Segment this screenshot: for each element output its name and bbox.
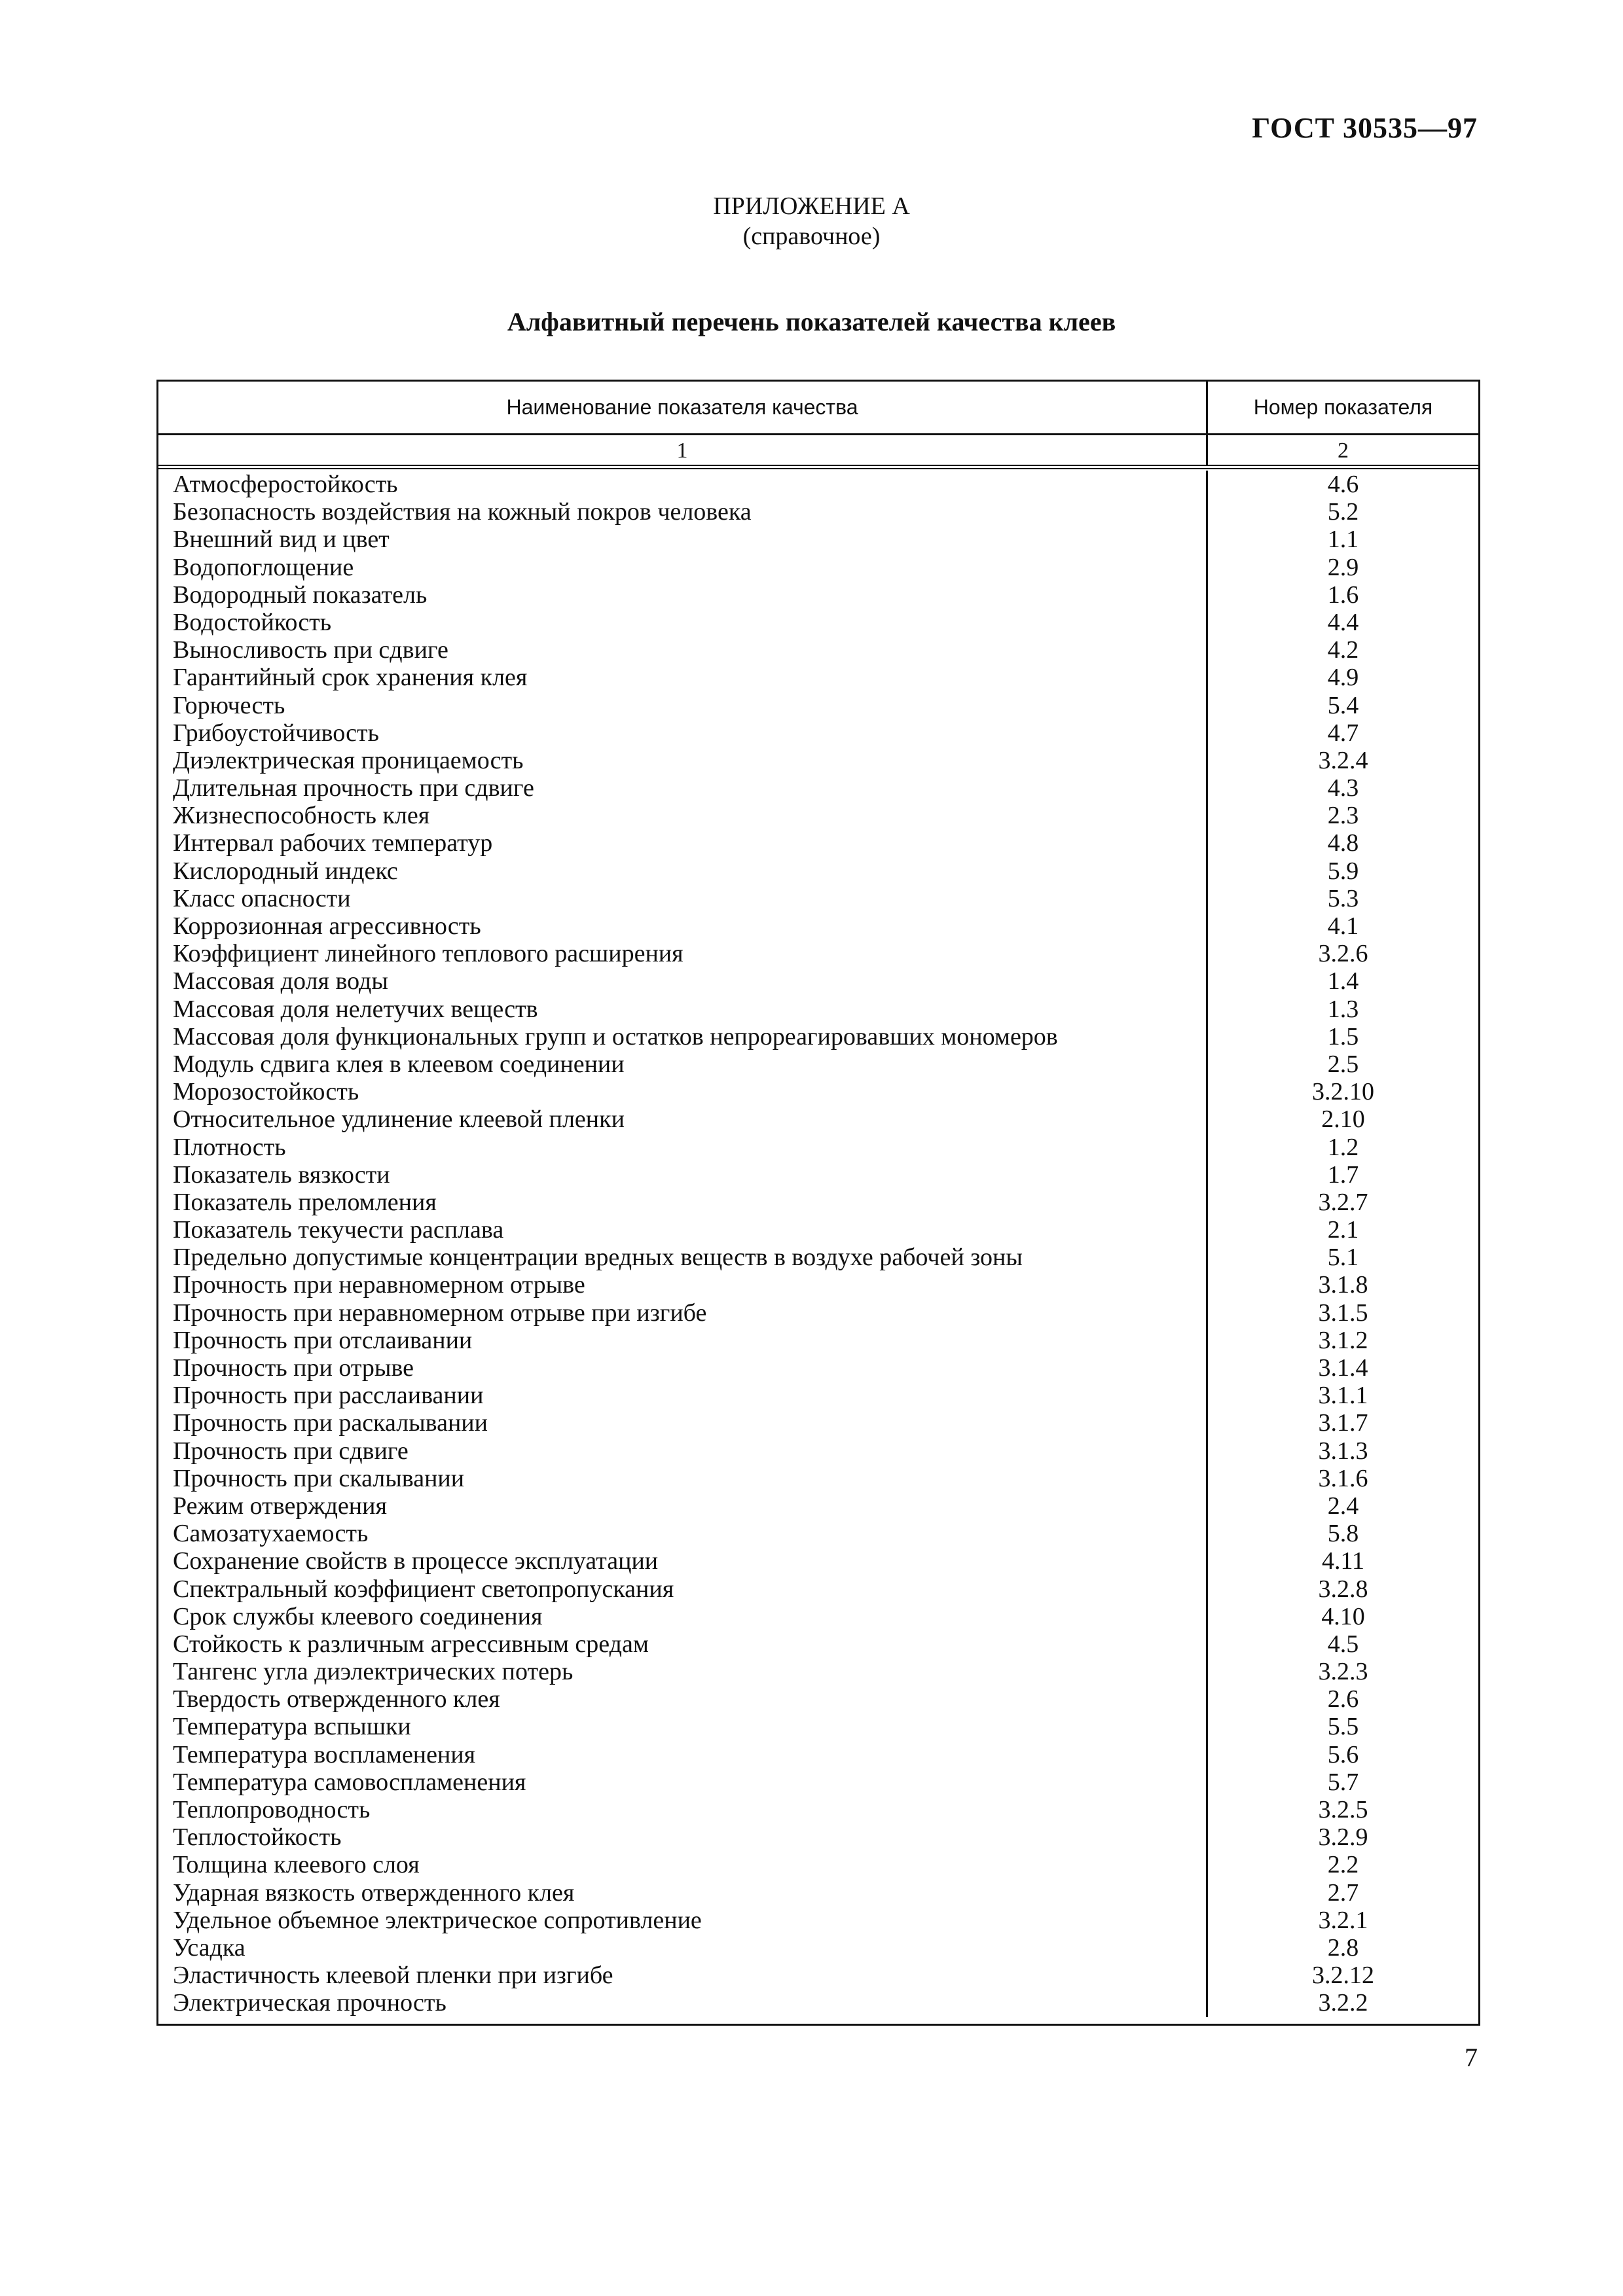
indicator-number: 3.1.4 [1318,1354,1368,1382]
indicator-name: Показатель вязкости [158,1161,1208,1189]
table-row [158,1603,1478,1630]
indicator-name: Предельно допустимые концентрации вредных веществ в воздухе рабочей зоны [158,1244,1208,1271]
indicator-name: Толщина клеевого слоя [158,1851,1208,1878]
indicator-name: Грибоустойчивость [158,719,1208,747]
table-row [158,1465,1478,1492]
indicator-number: 4.3 [1327,774,1359,802]
indicator-number: 3.2.8 [1318,1575,1368,1603]
table-row [158,1354,1478,1382]
indicator-number: 3.2.10 [1312,1078,1374,1106]
indicator-name: Безопасность воздействия на кожный покров человека [158,498,1208,526]
indicator-name: Прочность при отрыве [158,1354,1208,1382]
indicator-name: Твердость отвержденного клея [158,1685,1208,1713]
table-row [158,1050,1478,1078]
table-row [158,774,1478,802]
table-row [158,802,1478,829]
indicator-name: Стойкость к различным агрессивным средам [158,1630,1208,1658]
table-row [158,1382,1478,1409]
indicator-number: 5.2 [1327,498,1359,526]
table-row [158,1271,1478,1299]
indicator-name: Интервал рабочих температур [158,829,1208,857]
table-row [158,664,1478,691]
table-row [158,885,1478,912]
indicator-number: 4.6 [1327,471,1359,498]
indicator-name: Спектральный коэффициент светопропускания [158,1575,1208,1603]
indicator-name: Температура воспламенения [158,1741,1208,1768]
indicator-name: Горючесть [158,692,1208,719]
indicator-number: 2.6 [1327,1685,1359,1713]
indicator-name: Массовая доля воды [158,967,1208,995]
table-row [158,1796,1478,1823]
appendix-heading [0,191,1623,251]
indicator-number: 3.2.5 [1318,1796,1368,1823]
indicator-name: Массовая доля нелетучих веществ [158,996,1208,1023]
indicator-name: Усадка [158,1934,1208,1962]
indicator-number: 3.2.3 [1318,1658,1368,1686]
indicator-number: 3.1.5 [1318,1299,1368,1327]
indicator-name: Прочность при раскалывании [158,1409,1208,1437]
table-row [158,1520,1478,1547]
table-row [158,1189,1478,1216]
indicator-name: Гарантийный срок хранения клея [158,664,1208,691]
table-row [158,1851,1478,1878]
indicator-name: Прочность при расслаивании [158,1382,1208,1409]
indicator-number: 2.10 [1321,1105,1365,1134]
indicator-number: 1.7 [1327,1160,1359,1189]
column-number-2: 2 [1338,439,1349,463]
indicator-name: Электрическая прочность [158,1989,1208,2017]
column-number-row [158,435,1478,469]
table-row [158,829,1478,857]
table-row [158,1244,1478,1271]
indicator-number: 3.2.9 [1318,1823,1368,1852]
indicator-number: 2.3 [1327,802,1359,830]
indicator-number: 5.4 [1327,691,1359,719]
table-row [158,1768,1478,1796]
table-row [158,1575,1478,1603]
indicator-number: 3.1.2 [1318,1326,1368,1354]
indicator-name: Коэффициент линейного теплового расширения [158,940,1208,967]
table-row [158,1741,1478,1768]
indicator-name: Показатель текучести расплава [158,1216,1208,1244]
indicator-name: Прочность при сдвиге [158,1437,1208,1465]
table-row [158,1492,1478,1520]
indicator-number: 4.5 [1327,1630,1359,1658]
indicator-number: 3.2.1 [1318,1906,1368,1934]
indicator-name: Водостойкость [158,609,1208,636]
table-header-row [158,382,1478,435]
indicator-number: 5.9 [1327,857,1359,885]
table-row [158,1105,1478,1133]
indicator-name: Выносливость при сдвиге [158,636,1208,664]
indicator-number: 5.5 [1327,1713,1359,1741]
table-row [158,692,1478,719]
indicator-number: 3.1.6 [1318,1464,1368,1492]
indicator-number: 4.11 [1321,1547,1365,1575]
indicator-number: 5.6 [1327,1740,1359,1768]
indicator-number: 4.2 [1327,636,1359,664]
table-row [158,912,1478,940]
indicator-number: 3.2.6 [1318,940,1368,968]
indicator-number: 4.8 [1327,829,1359,857]
indicator-number: 3.1.1 [1318,1382,1368,1410]
indicator-number: 2.2 [1327,1851,1359,1879]
table-row [158,1685,1478,1713]
indicator-name: Теплопроводность [158,1796,1208,1823]
indicator-name: Внешний вид и цвет [158,526,1208,553]
indicator-name: Прочность при скалывании [158,1465,1208,1492]
indicator-number: 4.7 [1327,719,1359,747]
indicator-number: 2.8 [1327,1933,1359,1962]
indicator-name: Класс опасности [158,885,1208,912]
indicator-name: Относительное удлинение клеевой пленки [158,1105,1208,1133]
page-number: 7 [1465,2043,1478,2072]
indicator-name: Сохранение свойств в процессе эксплуатации [158,1547,1208,1575]
indicator-name: Ударная вязкость отвержденного клея [158,1879,1208,1907]
indicator-number: 3.2.12 [1312,1962,1374,1990]
table-row [158,1934,1478,1962]
table-row [158,609,1478,636]
table-row [158,498,1478,526]
indicator-number: 3.2.2 [1318,1989,1368,2017]
indicator-name: Температура вспышки [158,1713,1208,1740]
table-row [158,1989,1478,2017]
indicator-name: Теплостойкость [158,1823,1208,1851]
indicator-number: 5.3 [1327,884,1359,912]
table-row [158,1078,1478,1105]
table-row [158,967,1478,995]
indicator-name: Срок службы клеевого соединения [158,1603,1208,1630]
indicator-number: 1.6 [1327,581,1359,609]
table-row [158,554,1478,581]
indicator-number: 1.4 [1327,967,1359,996]
indicator-number: 1.3 [1327,995,1359,1023]
indicator-name: Диэлектрическая проницаемость [158,747,1208,774]
indicator-number: 2.4 [1327,1492,1359,1520]
indicator-name: Температура самовоспламенения [158,1768,1208,1796]
quality-index-table [156,380,1480,2026]
table-row [158,526,1478,553]
indicator-number: 4.9 [1327,664,1359,692]
table-row [158,1023,1478,1050]
column-header-number: Номер показателя [1253,395,1433,419]
table-row [158,1437,1478,1465]
indicator-name: Прочность при неравномерном отрыве при изгибе [158,1299,1208,1327]
indicator-number: 3.1.7 [1318,1409,1368,1437]
table-body [158,469,1478,2024]
indicator-name: Водородный показатель [158,581,1208,609]
table-row [158,1823,1478,1851]
table-row [158,1134,1478,1161]
appendix-subtitle: (справочное) [742,223,881,250]
indicator-number: 2.9 [1327,553,1359,581]
indicator-number: 4.4 [1327,608,1359,636]
indicator-name: Прочность при неравномерном отрыве [158,1271,1208,1299]
table-row [158,1547,1478,1575]
indicator-number: 1.1 [1327,526,1359,554]
indicator-name: Эластичность клеевой пленки при изгибе [158,1962,1208,1989]
indicator-number: 5.8 [1327,1520,1359,1548]
indicator-number: 3.2.7 [1318,1188,1368,1216]
indicator-name: Удельное объемное электрическое сопротивление [158,1907,1208,1934]
table-row [158,581,1478,609]
indicator-name: Коррозионная агрессивность [158,912,1208,940]
indicator-name: Самозатухаемость [158,1520,1208,1547]
table-row [158,471,1478,498]
indicator-name: Режим отверждения [158,1492,1208,1520]
indicator-name: Плотность [158,1134,1208,1161]
indicator-name: Прочность при отслаивании [158,1327,1208,1354]
indicator-name: Тангенс угла диэлектрических потерь [158,1658,1208,1685]
indicator-name: Массовая доля функциональных групп и остатков непрореагировавших мономеров [158,1023,1208,1050]
indicator-name: Модуль сдвига клея в клеевом соединении [158,1050,1208,1078]
table-row [158,1962,1478,1989]
indicator-number: 2.5 [1327,1050,1359,1078]
indicator-name: Атмосферостойкость [158,471,1208,498]
table-row [158,940,1478,967]
table-row [158,1630,1478,1658]
table-row [158,636,1478,664]
table-row [158,747,1478,774]
table-row [158,719,1478,747]
table-row [158,1907,1478,1934]
table-row [158,1161,1478,1189]
table-row [158,1299,1478,1327]
indicator-name: Жизнеспособность клея [158,802,1208,829]
indicator-number: 4.10 [1321,1602,1365,1630]
appendix-title: ПРИЛОЖЕНИЕ А [713,192,910,220]
indicator-name: Длительная прочность при сдвиге [158,774,1208,802]
indicator-number: 2.1 [1327,1216,1359,1244]
table-row [158,1658,1478,1685]
indicator-name: Кислородный индекс [158,857,1208,885]
indicator-number: 5.7 [1327,1768,1359,1796]
column-header-name: Наименование показателя качества [158,382,1208,433]
indicator-number: 5.1 [1327,1244,1359,1272]
table-row [158,857,1478,885]
indicator-number: 3.1.8 [1318,1271,1368,1299]
indicator-number: 3.2.4 [1318,746,1368,774]
indicator-number: 2.7 [1327,1878,1359,1907]
indicator-number: 1.2 [1327,1133,1359,1161]
table-row [158,1879,1478,1907]
table-row [158,1713,1478,1740]
indicator-number: 3.1.3 [1318,1437,1368,1465]
indicator-number: 1.5 [1327,1022,1359,1050]
indicator-name: Показатель преломления [158,1189,1208,1216]
indicator-name: Водопоглощение [158,554,1208,581]
table-row [158,996,1478,1023]
document-code: ГОСТ 30535—97 [1252,112,1478,144]
table-row [158,1327,1478,1354]
column-number-1: 1 [158,435,1208,465]
indicator-number: 4.1 [1327,912,1359,940]
table-row [158,1409,1478,1437]
table-row [158,1216,1478,1244]
indicator-name: Морозостойкость [158,1078,1208,1105]
table-title: Алфавитный перечень показателей качества клеев [507,307,1116,336]
